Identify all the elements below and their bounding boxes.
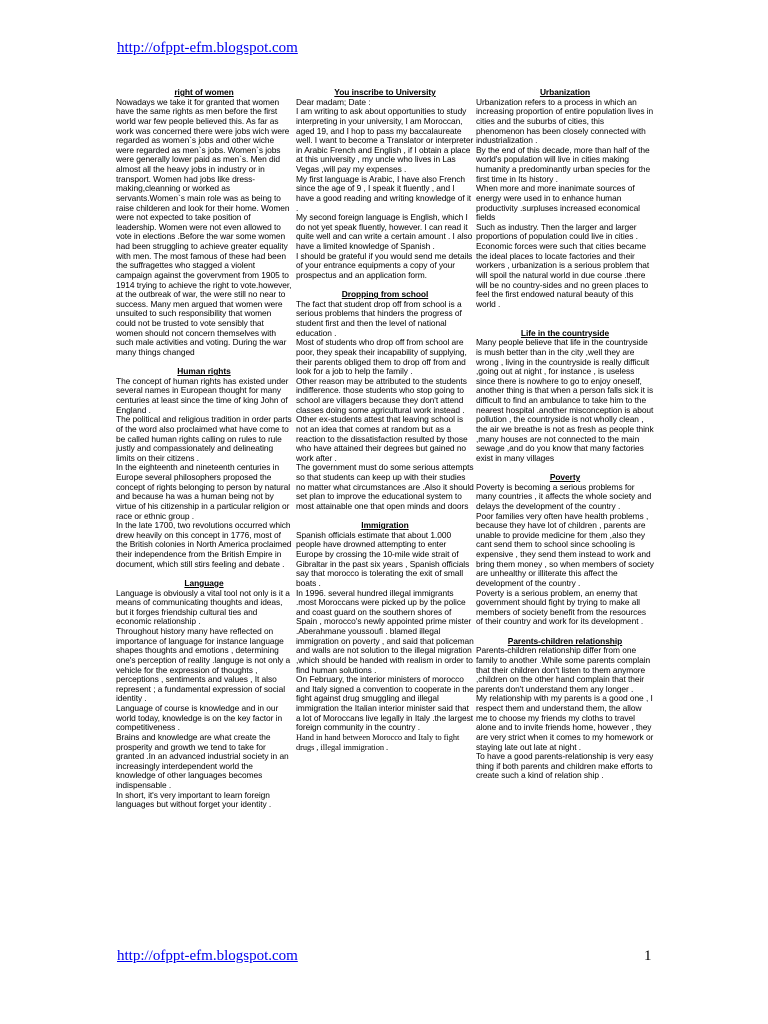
paragraph: In 1996. several hundred illegal immigrants .most Moroccans were picked up by the police and coast guard on the southern shores of Spain , morocco's newly appointed prime mister .Aberahmane youssoufi . blamed illegal immigration on poverty , and said that policeman and walls are not solution to the illegal migration ,which should be handed with realism in order to find human solutions . bbox=[296, 587, 474, 675]
paragraph: Poverty is a serious problem, an enemy that government should fight by trying to make all members of society benefit from the resources of their country and work for its development . bbox=[476, 587, 646, 627]
paragraph: Brains and knowledge are what create the prosperity and growth we tend to take for granted .In an advanced industrial society in an increasingly interdependent world the knowledge of other languages becomes indispensable . bbox=[116, 731, 289, 790]
section-title-language: Language bbox=[184, 577, 224, 588]
column-3 bbox=[476, 88, 654, 781]
header-link[interactable]: http://ofppt-efm.blogspot.com bbox=[117, 40, 298, 56]
section-title-countryside: Life in the countryside bbox=[520, 327, 610, 338]
paragraph: On February, the interior ministers of morocco and Italy signed a convention to cooperate in the fight against drug smuggling and illegal immigration the Italian interior minister said that a lot of Moroccans live legally in Italy .the largest foreign community in the country . bbox=[296, 674, 474, 733]
paragraph: Dear madam; Date : bbox=[296, 96, 371, 107]
paragraph: Language is obviously a vital tool not only is it a means of communicating thoughts and ideas, but it forges friendship cultural ties and economic relationship . bbox=[116, 587, 290, 627]
paragraph: Economic forces were such that cities became the ideal places to locate factories and their workers , urbanization is a serious problem that will spoil the natural world in due course .there will be no country-sides and no green places to feel the first endowed natural beauty of this world . bbox=[476, 241, 650, 309]
immigration-note: Hand in hand between Morocco and Italy to fight drugs , illegal immigration . bbox=[296, 732, 460, 752]
paragraph: Many people believe that life in the countryside is mush better than in the city ,well they are wrong , living in the countryside is really difficult ,going out at night , for instance , is useless since there is nowhere to go to enjoy oneself, another thing is that when a person falls sick it is difficult to find an ambulance to take him to the nearest hospital .another misconception is about pollution , the countryside is not wholly clean , the air we breathe is not as fresh as people think ,many houses are not connected to the main sewage ,and do you know that many factories exist in many villages bbox=[476, 337, 654, 463]
paragraph: I should be grateful if you would send me details of your entrance equipments a copy of your prospectus and an application form. bbox=[296, 250, 473, 280]
paragraph: Other ex-students attest that leaving school is not an idea that comes at random but as a reaction to the dissatisfaction resulted by those who have attained their degrees but gained no work after . bbox=[296, 414, 468, 463]
column-2 bbox=[296, 88, 474, 752]
footer-link[interactable]: http://ofppt-efm.blogspot.com bbox=[117, 948, 298, 964]
paragraph: Poor families very often have health problems , because they have lot of children , parents are unable to provide medicine for them ,also they cant send them to school since schooling is expensive , they send them instead to work and bring them money , so when members of society are unhealthy or illiterate this affect the development of the country . bbox=[476, 510, 654, 588]
section-title-rights-of-women: right of women bbox=[174, 87, 234, 97]
paragraph: The fact that student drop off from school is a serious problems that hinders the progress of student first and then the level of national education . bbox=[296, 298, 462, 338]
paragraph: My relationship with my parents is a good one , I respect them and understand them, the allow me to choose my friends my cloths to travel alone and to invite friends home, however , they are very strict when it comes to my homework or staying late out late at night . bbox=[476, 693, 654, 752]
paragraph: My first language is Arabic, I have also French since the age of 9 , I speak it fluently , and I have a good reading and writing knowledge of it . bbox=[296, 173, 472, 213]
paragraph: I am writing to ask about opportunities to study interpreting in your university, I am Moroccan, aged 19, and I hop to pass my baccalaureate well. I want to become a Translator or interpreter in Arabic French and English , if I obtain a place at this university , my uncle who lives in Las Vegas ,will pay my expenses . bbox=[296, 106, 474, 174]
paragraph: In the late 1700, two revolutions occurred which drew heavily on this concept in 1776, most of the British colonies in North America proclaimed their independence from the British Empire in document, which still stirs feeling and debate . bbox=[116, 520, 292, 569]
paragraph: Poverty is becoming a serious problems for many countries , it affects the whole society and delays the development of the country . bbox=[476, 481, 652, 511]
paragraph: The political and religious tradition in order parts of the word also proclaimed what have come to be called human rights calling on rules to rule justly and compassionately and delineating limits on their citizens . bbox=[116, 414, 292, 463]
paragraph: Urbanization refers to a process in which an increasing proportion of entire population lives in cities and the suburbs of cities, this phenomenon has been closely connected with industrialization . bbox=[476, 96, 654, 146]
paragraph: By the end of this decade, more than half of the world's population will live in cities making humanity a predominantly urban species for the first time in Its history . bbox=[476, 144, 651, 184]
section-title-urbanization: Urbanization bbox=[539, 87, 591, 97]
paragraph: In short, it's very important to learn foreign languages but without forget your identity . bbox=[116, 789, 272, 810]
section-title-human-rights: Human rights bbox=[177, 366, 231, 377]
section-title-parents-children: Parents-children relationship bbox=[507, 635, 623, 646]
paragraph: Spanish officials estimate that about 1.000 people have drowned attempting to enter Europe by crossing the 10-mile wide strait of Gibraltar in the past six years , Spanish officials say that morocco is tolerating the exit of small boats . bbox=[296, 529, 470, 588]
section-title-poverty: Poverty bbox=[549, 472, 581, 482]
paragraph: My second foreign language is English, which I do not yet speak fluently, however. I can read it quite well and can write a certain amount . I also have a limited knowledge of Spanish . bbox=[296, 212, 473, 251]
paragraph: Such as industry. Then the larger and larger proportions of population could live in cities . bbox=[476, 221, 638, 242]
paragraph: To have a good parents-relationship is very easy thing if both parents and children make efforts to create such a kind of relation ship . bbox=[476, 751, 654, 781]
paragraph: Language of course is knowledge and in our world today, knowledge is on the key factor in competitiveness . bbox=[116, 703, 283, 733]
paragraph: In the eighteenth and nineteenth centuries in Europe several philosophers proposed the concept of rights belonging to person by natural and because ha was a human being not by virtue of his citizenship in a particular religion or race or ethnic group . bbox=[116, 462, 291, 521]
paragraph: The concept of human rights has existed under several names in European thought for many centuries at least since the time of king John of England . bbox=[116, 375, 289, 415]
section-title-dropping-from-school: Dropping from school bbox=[341, 289, 429, 300]
paragraph: The government must do some serious attempts so that students can keep up with their studies no matter what circumstances are .Also it should set plan to improve the educational system to most attainable one that open minds and doors bbox=[296, 462, 474, 511]
section-title-immigration: Immigration bbox=[361, 520, 409, 531]
column-1 bbox=[116, 88, 292, 810]
paragraph: When more and more inanimate sources of energy were used in to enhance human productivity .surpluses increased economical fields bbox=[476, 183, 640, 223]
paragraph: Nowadays we take it for granted that women have the same rights as men before the first world war few people believed this. As far as work was concerned there were jobs wich were regarded as women`s jobs and other wiche were regarded as men`s jobs. Women`s jobs were generally lower paid as men`s. Men did almost all the heavy jobs in industry or in transport. Women had jobs like dress-making,cleanning or worked as servants.Women`s main role was as being to raise childeren and look for their home. Women were not expected to take position of leadership. Women were not even allowed to vote in elections .Before the war some women had been struggling to achieve greater equality with men. The most famous of these had been the suffragettes who stagged a violent campaign against the govervment from 1905 to 1914 trying to achieve the right to vote.however, at the outbreak of war, the were still no near to success. Many men argued that women were unsuited to such responsibility that women could not be trusted to vote sensibly that women should not concern themselves with such male activities and voting. During the war many things changed bbox=[116, 96, 292, 357]
paragraph: Throughout history many have reflected on importance of language for instance language shapes thoughts and emotions , determining one's perception of reality .languge is not only a vehicle for the expression of thoughts , perceptions , sentiments and values , It also represent ; a fundamental expression of social identity . bbox=[116, 626, 291, 704]
paragraph: Parents-children relationship differ from one family to another .While some parents complain that their children don't listen to them anymore ,children on the other hand complain that their parents don't understand them any longer . bbox=[476, 645, 651, 694]
paragraph: Other reason may be attributed to the students indifference. those students who stop going to school are villagers because they don't attend classes doing some agricultural work instead . bbox=[296, 375, 467, 415]
section-title-university: You inscribe to University bbox=[334, 87, 436, 97]
page-number: 1 bbox=[644, 948, 652, 964]
paragraph: Most of students who drop off from school are poor, they speak their incapability of supplying, their parents obliged them to drop off from and look for a job to help the family . bbox=[296, 337, 467, 377]
